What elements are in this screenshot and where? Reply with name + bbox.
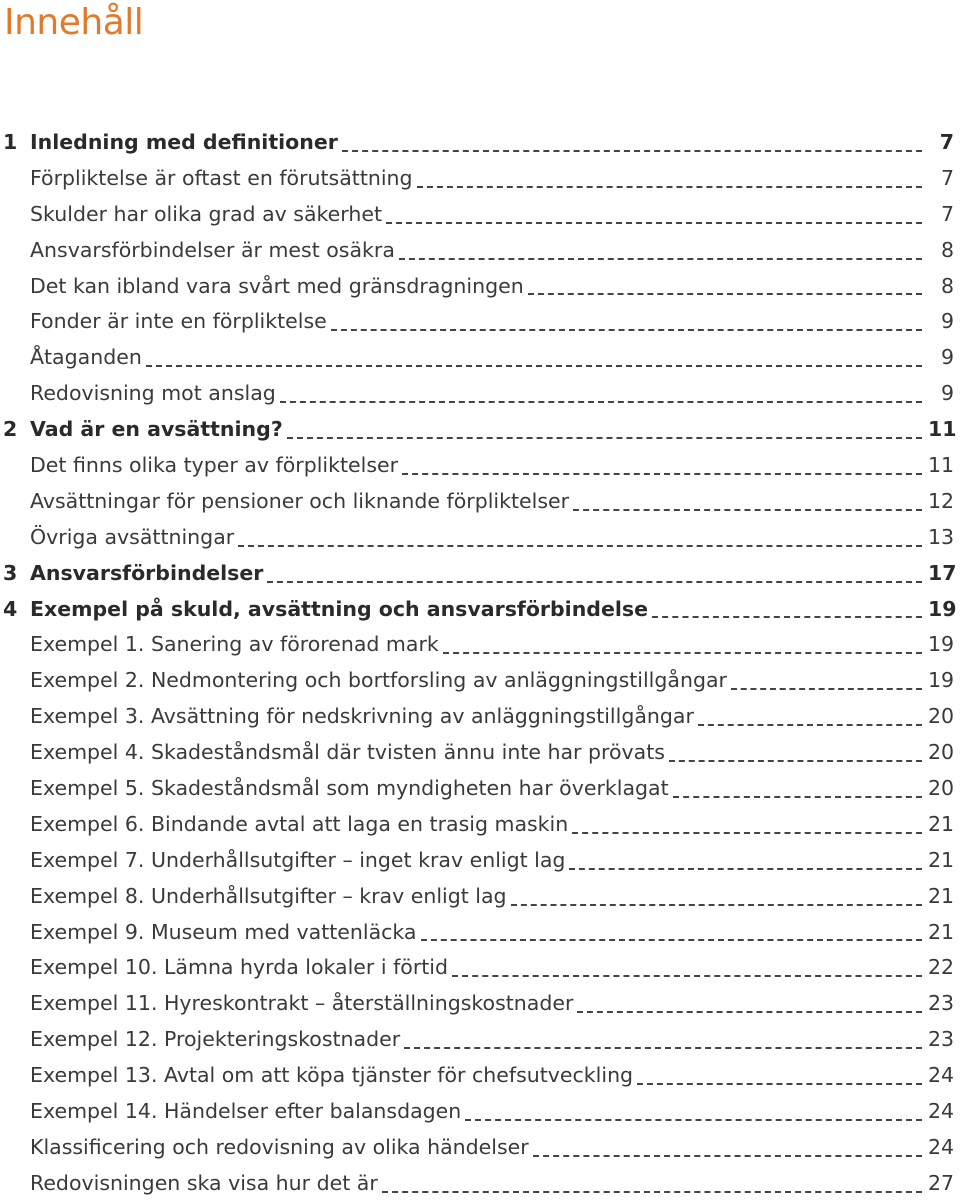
toc-title: Exempel 3. Avsättning för nedskrivning av anläggningstillgångar xyxy=(30,704,694,729)
dotted-leader xyxy=(569,860,922,870)
toc-page-number: 9 xyxy=(940,381,954,406)
toc-chapter[interactable] xyxy=(0,591,960,627)
toc-number: 3 xyxy=(3,560,18,585)
toc-page-number: 19 xyxy=(928,596,957,621)
toc-title: Exempel 13. Avtal om att köpa tjänster för chefsutveckling xyxy=(30,1063,634,1088)
toc-number: 4 xyxy=(3,596,18,621)
dotted-leader xyxy=(399,250,922,260)
dotted-leader xyxy=(577,1003,922,1013)
dotted-leader xyxy=(238,537,922,547)
toc-title: Exempel 12. Projekteringskostnader xyxy=(30,1027,401,1052)
table-of-contents xyxy=(0,124,960,1201)
toc-title: Övriga avsättningar xyxy=(30,524,235,549)
toc-title: Exempel 6. Bindande avtal att laga en trasig maskin xyxy=(30,811,569,836)
toc-entry[interactable] xyxy=(0,914,960,950)
toc-title: Det finns olika typer av förpliktelser xyxy=(30,452,399,477)
toc-entry[interactable] xyxy=(0,1129,960,1165)
toc-title: Avsättningar för pensioner och liknande förpliktelser xyxy=(30,488,570,513)
dotted-leader xyxy=(669,752,922,762)
toc-chapter[interactable] xyxy=(0,124,960,160)
toc-title: Ansvarsförbindelser är mest osäkra xyxy=(30,237,395,262)
toc-title: Inledning med definitioner xyxy=(30,129,338,154)
toc-entry[interactable] xyxy=(0,1165,960,1201)
toc-page-number: 9 xyxy=(940,309,954,334)
toc-entry[interactable] xyxy=(0,949,960,985)
dotted-leader xyxy=(382,1183,922,1193)
toc-number: 2 xyxy=(3,417,18,442)
dotted-leader xyxy=(287,429,922,439)
toc-page-number: 20 xyxy=(928,775,955,800)
dotted-leader xyxy=(404,1039,922,1049)
toc-page-number: 8 xyxy=(940,273,954,298)
dotted-leader xyxy=(146,357,922,367)
toc-entry[interactable] xyxy=(0,734,960,770)
toc-title: Exempel 2. Nedmontering och bortforsling av anläggningstillgångar xyxy=(30,668,727,693)
dotted-leader xyxy=(267,573,922,583)
toc-page-number: 11 xyxy=(928,452,955,477)
toc-page-number: 7 xyxy=(939,129,954,154)
page-title: Innehåll xyxy=(4,2,144,43)
toc-page-number: 24 xyxy=(928,1134,955,1159)
toc-page-number: 7 xyxy=(940,201,954,226)
toc-entry[interactable] xyxy=(0,196,960,232)
toc-title: Klassificering och redovisning av olika händelser xyxy=(30,1134,529,1159)
toc-entry[interactable] xyxy=(0,698,960,734)
dotted-leader xyxy=(731,680,922,690)
toc-number: 1 xyxy=(3,129,18,154)
toc-entry[interactable] xyxy=(0,1093,960,1129)
toc-entry[interactable] xyxy=(0,985,960,1021)
dotted-leader xyxy=(452,967,922,977)
toc-entry[interactable] xyxy=(0,483,960,519)
toc-page-number: 8 xyxy=(940,237,954,262)
toc-title: Exempel 10. Lämna hyrda lokaler i förtid xyxy=(30,955,449,980)
toc-page-number: 17 xyxy=(928,560,957,585)
toc-title: Exempel 5. Skadeståndsmål som myndigheten har överklagat xyxy=(30,775,669,800)
dotted-leader xyxy=(465,1111,922,1121)
toc-title: Exempel 8. Underhållsutgifter – krav enligt lag xyxy=(30,883,507,908)
toc-page-number: 9 xyxy=(940,345,954,370)
toc-page-number: 23 xyxy=(928,991,955,1016)
toc-entry[interactable] xyxy=(0,160,960,196)
toc-title: Vad är en avsättning? xyxy=(30,417,283,442)
toc-page-number: 23 xyxy=(928,1027,955,1052)
toc-title: Exempel 7. Underhållsutgifter – inget krav enligt lag xyxy=(30,847,566,872)
toc-entry[interactable] xyxy=(0,375,960,411)
toc-title: Skulder har olika grad av säkerhet xyxy=(30,201,382,226)
toc-entry[interactable] xyxy=(0,878,960,914)
toc-title: Exempel 1. Sanering av förorenad mark xyxy=(30,632,439,657)
toc-entry[interactable] xyxy=(0,626,960,662)
toc-page-number: 21 xyxy=(928,883,955,908)
toc-title: Förpliktelse är oftast en förutsättning xyxy=(30,165,413,190)
toc-page-number: 19 xyxy=(928,668,955,693)
toc-page-number: 20 xyxy=(928,740,955,765)
toc-title: Ansvarsförbindelser xyxy=(30,560,264,585)
dotted-leader xyxy=(421,931,923,941)
toc-entry[interactable] xyxy=(0,842,960,878)
toc-page-number: 7 xyxy=(940,165,954,190)
dotted-leader xyxy=(331,321,922,331)
dotted-leader xyxy=(637,1075,922,1085)
toc-entry[interactable] xyxy=(0,232,960,268)
toc-entry[interactable] xyxy=(0,268,960,304)
toc-page-number: 22 xyxy=(928,955,955,980)
toc-page-number: 11 xyxy=(928,417,957,442)
dotted-leader xyxy=(673,788,922,798)
toc-title: Åtaganden xyxy=(30,345,142,370)
dotted-leader xyxy=(698,716,922,726)
toc-page-number: 24 xyxy=(928,1098,955,1123)
dotted-leader xyxy=(572,824,922,834)
toc-title: Fonder är inte en förpliktelse xyxy=(30,309,327,334)
toc-title: Exempel på skuld, avsättning och ansvarsförbindelse xyxy=(30,596,649,621)
toc-entry[interactable] xyxy=(0,662,960,698)
toc-entry[interactable] xyxy=(0,770,960,806)
toc-title: Exempel 4. Skadeståndsmål där tvisten ännu inte har prövats xyxy=(30,740,665,765)
toc-entry[interactable] xyxy=(0,519,960,555)
dotted-leader xyxy=(528,285,922,295)
dotted-leader xyxy=(652,608,922,618)
toc-page-number: 27 xyxy=(928,1170,955,1195)
toc-entry[interactable] xyxy=(0,806,960,842)
toc-page-number: 21 xyxy=(928,811,955,836)
toc-page-number: 24 xyxy=(928,1063,955,1088)
toc-entry[interactable] xyxy=(0,339,960,375)
dotted-leader xyxy=(511,896,922,906)
dotted-leader xyxy=(573,501,922,511)
dotted-leader xyxy=(417,178,922,188)
dotted-leader xyxy=(533,1147,922,1157)
toc-page-number: 21 xyxy=(928,919,955,944)
dotted-leader xyxy=(402,465,922,475)
dotted-leader xyxy=(443,644,922,654)
toc-page-number: 12 xyxy=(928,488,955,513)
toc-page-number: 19 xyxy=(928,632,955,657)
toc-title: Exempel 14. Händelser efter balansdagen xyxy=(30,1098,462,1123)
dotted-leader xyxy=(386,214,922,224)
toc-title: Exempel 11. Hyreskontrakt – återställningskostnader xyxy=(30,991,574,1016)
dotted-leader xyxy=(342,142,922,152)
toc-page-number: 13 xyxy=(928,524,955,549)
toc-title: Det kan ibland vara svårt med gränsdragningen xyxy=(30,273,524,298)
toc-page-number: 20 xyxy=(928,704,955,729)
toc-page-number: 21 xyxy=(928,847,955,872)
toc-entry[interactable] xyxy=(0,1021,960,1057)
toc-title: Redovisning mot anslag xyxy=(30,381,276,406)
toc-chapter[interactable] xyxy=(0,555,960,591)
toc-chapter[interactable] xyxy=(0,411,960,447)
toc-entry[interactable] xyxy=(0,303,960,339)
toc-title: Exempel 9. Museum med vattenläcka xyxy=(30,919,417,944)
toc-entry[interactable] xyxy=(0,1057,960,1093)
dotted-leader xyxy=(280,393,922,403)
toc-title: Redovisningen ska visa hur det är xyxy=(30,1170,378,1195)
toc-entry[interactable] xyxy=(0,447,960,483)
